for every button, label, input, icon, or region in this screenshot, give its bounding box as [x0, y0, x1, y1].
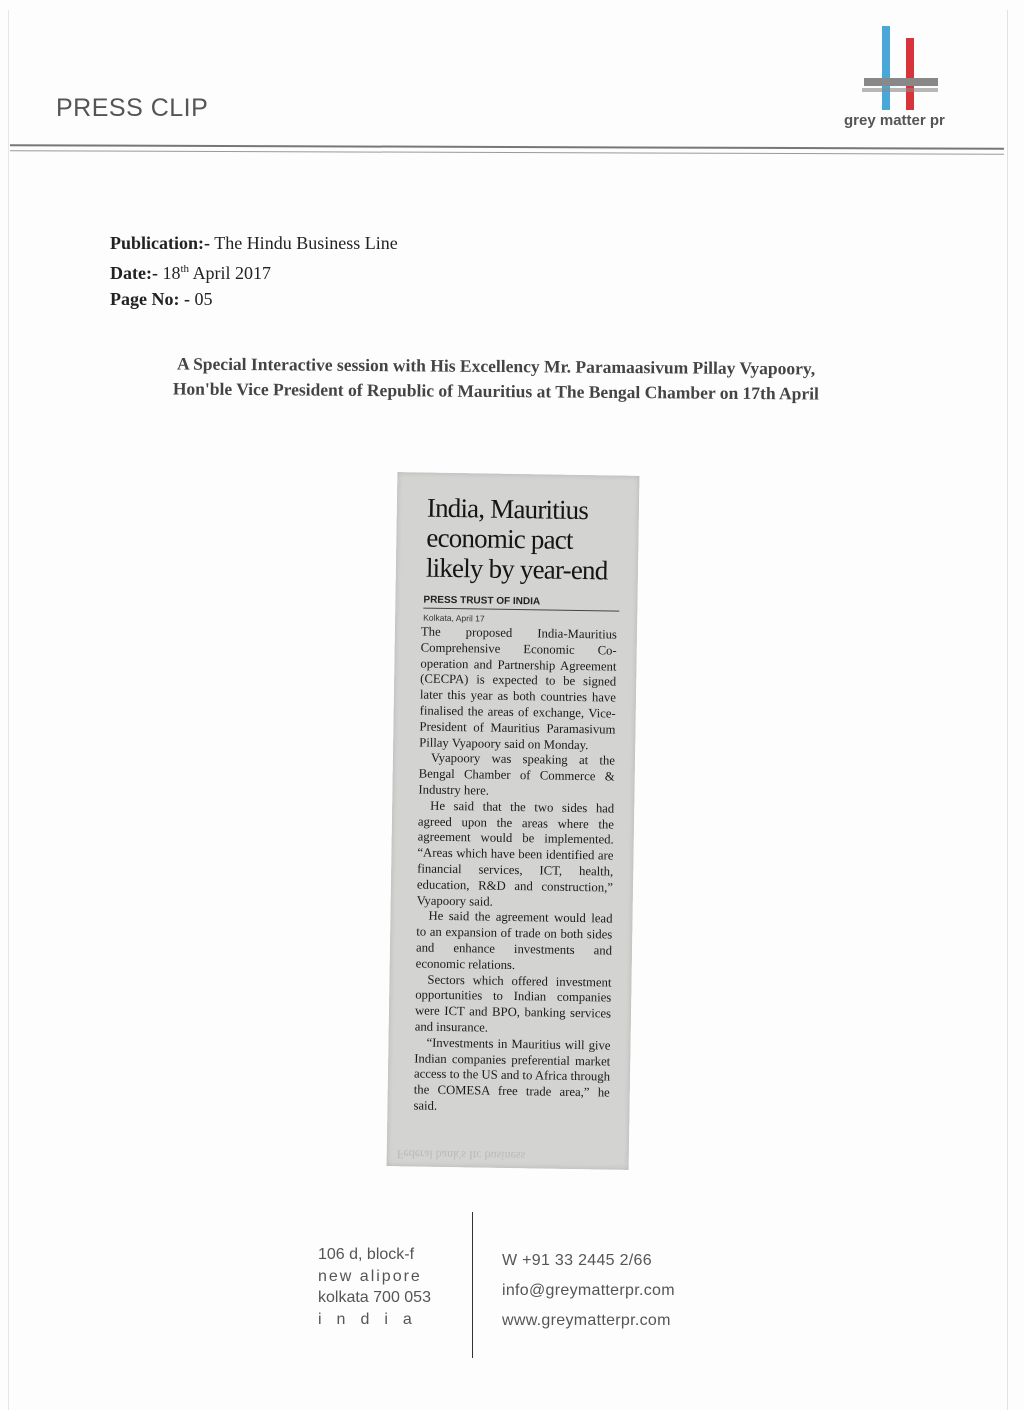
article-paragraph: He said that the two sides had agreed upon the areas where the agreement would be implemented. “Areas which have been identified are financial services, ICT, health, education, R&D and construction,” Vyapoory said. [416, 798, 615, 909]
publication-value: The Hindu Business Line [214, 233, 398, 253]
publication-info [110, 230, 398, 312]
date-line [110, 256, 398, 286]
address-line: india [318, 1310, 427, 1328]
publication-label: Publication:- [110, 233, 211, 253]
contact-email[interactable]: info@greymatterpr.com [502, 1282, 675, 1299]
date-label: Date:- [110, 263, 158, 283]
page-label: Page No: - [110, 289, 190, 309]
bleed-through-text: Federal bank's Itc business [396, 1147, 526, 1164]
clipping-headline: India, Mauritius economic pact likely by year-end [425, 492, 608, 586]
subject-line-1: A Special Interactive session with His Excellency Mr. Paramaasivum Pillay Vyapoory, [176, 353, 816, 379]
clipping-byline: PRESS TRUST OF INDIA [423, 595, 619, 612]
newspaper-clipping [387, 472, 640, 1170]
article-paragraph: “Investments in Mauritius will give Indian companies preferential market access to the US and to Africa through the COMESA free trade area,” he said. [413, 1035, 611, 1113]
date-day: 18 [162, 263, 181, 283]
event-subject [116, 351, 876, 407]
logo-text: grey matter pr [844, 112, 945, 129]
publication-line [110, 230, 398, 256]
clipping-article [413, 625, 617, 1118]
clipping-paper [387, 472, 640, 1170]
page-title: PRESS CLIP [56, 94, 209, 122]
article-paragraph: He said the agreement would lead to an expansion of trade on both sides and enhance investments and economic relations. [415, 909, 613, 972]
address-line: 106 d, block-f [318, 1246, 415, 1263]
article-paragraph: The proposed India-Mauritius Comprehensive Economic Co-operation and Partnership Agreement (CECPA) is expected to be signed later this year as both countries have finalised the areas of exchange, Vice-President of Mauritius Paramasivum Pillay Vyapoory said on Monday. [419, 624, 618, 752]
page-value: 05 [194, 289, 213, 309]
contact-website[interactable]: www.greymatterpr.com [502, 1312, 671, 1329]
page-line [110, 286, 398, 312]
date-suffix: th [180, 263, 190, 275]
address-line: kolkata 700 053 [318, 1289, 431, 1306]
clipping-dateline: Kolkata, April 17 [423, 612, 485, 624]
date-rest: April 2017 [192, 263, 272, 283]
footer-divider [472, 1212, 473, 1358]
article-paragraph: Sectors which offered investment opportunities to Indian companies were ICT and BPO, banking services and insurance. [414, 972, 612, 1035]
article-paragraph: Vyapoory was speaking at the Bengal Chamber of Commerce & Industry here. [418, 751, 616, 798]
subject-line-2: Hon'ble Vice President of Republic of Mauritius at The Bengal Chamber on 17th April [172, 378, 820, 404]
contact-phone: W +91 33 2445 2/66 [502, 1252, 652, 1269]
footer-address [318, 1244, 431, 1330]
footer-contact [502, 1246, 675, 1336]
address-line: new alipore [318, 1267, 422, 1285]
